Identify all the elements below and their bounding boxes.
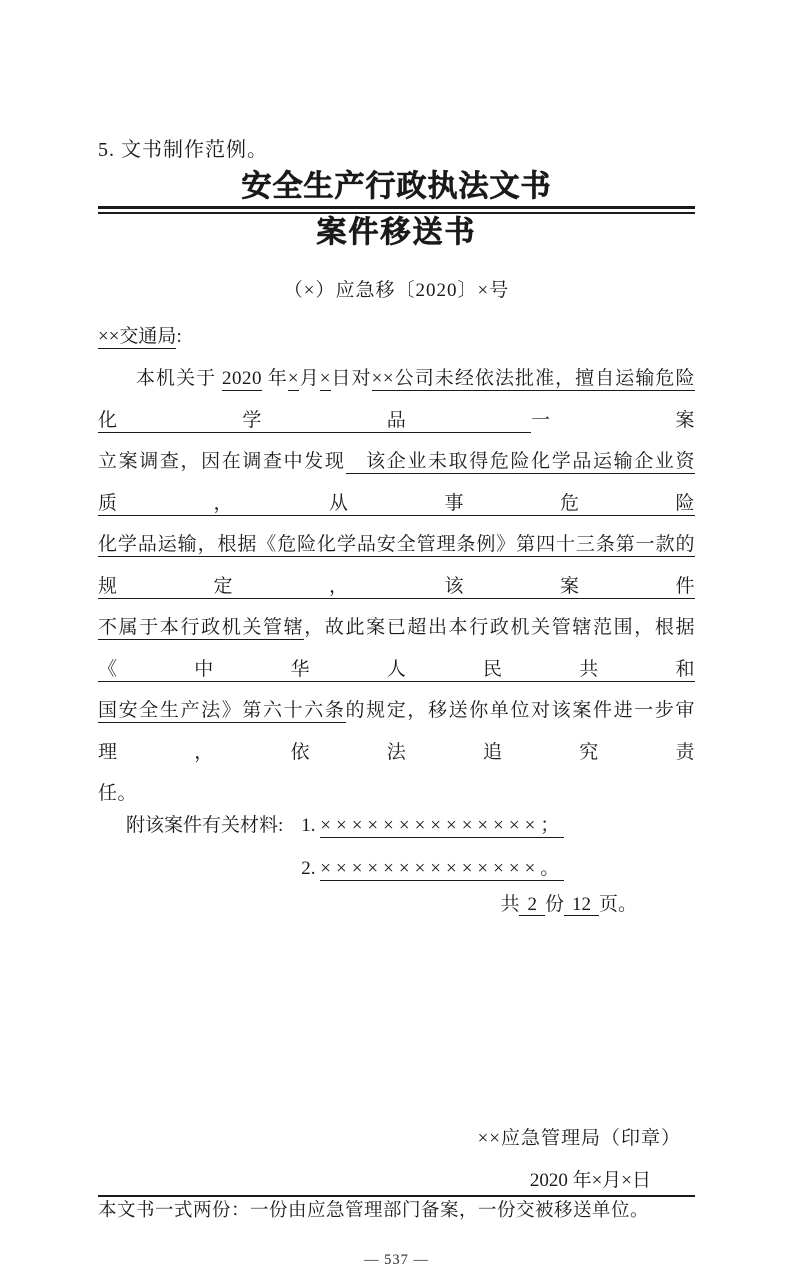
- footer-divider: [98, 1195, 695, 1197]
- copies-pages-line: [98, 894, 695, 916]
- materials-label: 附该案件有关材料:: [126, 814, 284, 836]
- body-line-4: [98, 607, 695, 690]
- materials-item-2: [301, 858, 564, 880]
- title-double-rule: [98, 206, 695, 214]
- text-segment: 1.: [301, 814, 321, 836]
- filled-blank: 2: [519, 894, 545, 916]
- body-line-3: [98, 524, 695, 607]
- body-line-1: [98, 358, 695, 441]
- text-segment: 任。: [98, 783, 138, 804]
- text-segment: :: [176, 326, 182, 347]
- text-segment: 共: [500, 893, 520, 915]
- text-segment: ，故此案已超出本行政机关管辖范围，根据: [304, 617, 695, 638]
- body-line-2: [98, 441, 695, 524]
- materials-item-1: [301, 815, 564, 837]
- filled-blank: 12: [564, 894, 599, 916]
- filled-blank: ××公司未经依法批准，擅自运输危险化学品: [98, 368, 695, 431]
- attached-materials: [98, 815, 695, 880]
- body-line-6: [98, 773, 695, 815]
- signature-date: 2020 年×月×日: [529, 1169, 651, 1191]
- filled-blank: 化学品运输，根据《危险化学品安全管理条例》第四十三条第一款的规定，该案件: [98, 534, 695, 597]
- series-title: 安全生产行政执法文书: [241, 170, 552, 203]
- text-segment: 的规定，移送你单位对该案件进一步审理，依法追究责: [98, 700, 695, 763]
- filled-blank: ×: [319, 368, 331, 389]
- filled-blank: ×: [287, 368, 300, 389]
- text-segment: 日对: [330, 368, 372, 389]
- document-content: [98, 0, 695, 1269]
- addressee-line: [98, 324, 695, 350]
- filled-blank: ××××××××××××××。: [320, 857, 565, 879]
- body-line-5: [98, 690, 695, 773]
- filled-blank: 《中华人民共和: [98, 658, 695, 680]
- filled-blank: 国安全生产法》第六十六条: [98, 700, 346, 721]
- filled-blank: ××××××××××××××；: [320, 814, 565, 836]
- body-paragraph: [98, 358, 695, 815]
- section-label: 5. 文书制作范例。: [98, 139, 268, 161]
- filled-blank: 2020: [222, 368, 263, 389]
- doc-number: （×）应急移〔2020〕×号: [283, 280, 510, 301]
- signature-organization: ××应急管理局（印章）: [477, 1127, 681, 1149]
- text-segment: 本机关于: [136, 368, 223, 389]
- text-segment: 一案: [531, 409, 695, 431]
- doc-title: 案件移送书: [316, 216, 477, 249]
- filled-blank: 该企业未取得危险化学品运输企业资质，从事危险: [98, 451, 695, 514]
- materials-list: [301, 815, 564, 880]
- page-number: — 537 —: [364, 1251, 429, 1268]
- filled-blank: ××交通局: [98, 326, 177, 347]
- footer-note: 本文书一式两份：一份由应急管理部门备案，一份交被移送单位。: [98, 1200, 650, 1221]
- text-segment: 页。: [598, 893, 637, 915]
- text-segment: 月: [299, 368, 320, 389]
- text-segment: 立案调查，因在调查中发现: [98, 451, 346, 472]
- filled-blank: 不属于本行政机关管辖: [98, 617, 305, 638]
- text-segment: 2.: [301, 857, 321, 879]
- text-segment: 份: [544, 893, 564, 915]
- text-segment: 年: [262, 368, 288, 389]
